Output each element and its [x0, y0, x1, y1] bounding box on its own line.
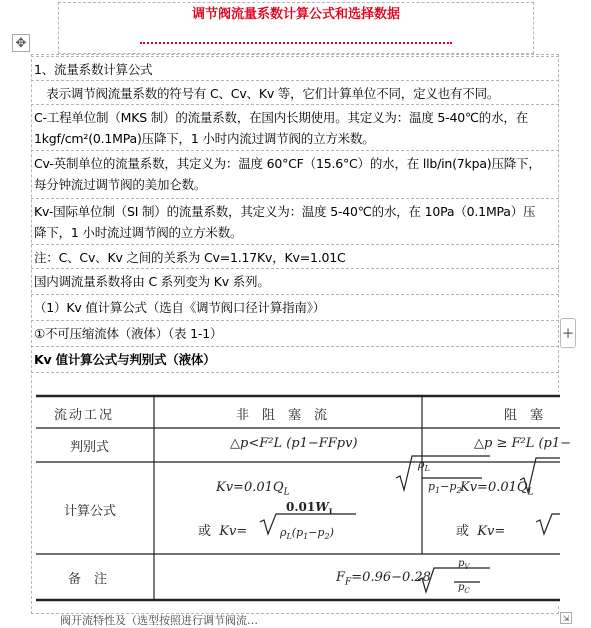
text-line: 1kgf/cm²(0.1MPa)压降下，1 小时内流过调节阀的立方米数。 [34, 131, 375, 146]
header-non-choked: 非 阻 塞 流 [236, 408, 328, 423]
header-flow-condition: 流动工况 [54, 408, 115, 423]
text-row[interactable]: 1、流量系数计算公式 [31, 56, 559, 80]
remarks-formula-num: $p_V$ [458, 558, 470, 571]
resize-handle-icon[interactable]: ⇲ [560, 612, 572, 624]
label-remarks: 备 注 [68, 572, 108, 587]
formula-non-choked-a: $Kv=0.01Q_L$ [216, 480, 290, 498]
label-formula: 计算公式 [64, 504, 117, 519]
remarks-formula-den: $p_C$ [458, 582, 470, 595]
formula-non-choked-b: 或 Kv= [198, 524, 248, 539]
text-row[interactable]: 表示调节阀流量系数的符号有 C、Cv、Kv 等，它们计算单位不同，定义也有不同。 [31, 80, 559, 104]
text-row[interactable] [31, 150, 559, 198]
text-line: 降下，1 小时流过调节阀的立方米数。 [34, 225, 243, 240]
label-criterion: 判别式 [70, 440, 110, 455]
formula-choked-a: $Kv=0.01Q_L$ [460, 480, 534, 498]
formula-non-choked-b-den: $\rho_L(p_1-p_2)$ [280, 526, 334, 542]
add-column-button[interactable]: + [560, 318, 576, 348]
text-row[interactable]: ①不可压缩流体（液体）（表 1-1） [31, 320, 559, 346]
criterion-choked: △p ≥ F²L (p1− [474, 436, 572, 451]
text-line: Kv-国际单位制（SI 制）的流量系数，其定义为：温度 5-40℃的水，在 10Pa（0.1MPa）压 [34, 204, 536, 219]
formula-non-choked-a-frac: $\rho_L$ [418, 458, 430, 474]
next-page-fragment: 阀开流特性及（选型按照进行调节阀流… [60, 614, 258, 627]
formula-non-choked-b-num: $0.01W_L$ [286, 500, 335, 517]
formula-table-image[interactable] [36, 392, 572, 604]
text-row[interactable]: （1）Kv 值计算公式（选自《调节阀口径计算指南》） [31, 294, 559, 320]
header-choked: 阻 塞 [504, 408, 544, 423]
section-heading[interactable]: Kv 值计算公式与判别式（液体） [31, 346, 559, 372]
criterion-non-choked: △p<F²L (p1−FFpv) [230, 436, 358, 451]
move-handle-icon[interactable]: ✥ [12, 34, 30, 52]
text-row[interactable] [31, 104, 559, 150]
title-underline [140, 42, 452, 44]
formula-non-choked-a-den: $p_1-p_2$ [428, 480, 462, 496]
formula-choked-b: 或 Kv= [456, 524, 506, 539]
table-lines [36, 392, 560, 604]
text-row[interactable]: 国内调流量系数将由 C 系列变为 Kv 系列。 [31, 268, 559, 294]
text-line: 每分钟流过调节阀的美加仑数。 [34, 177, 207, 192]
text-line: C-工程单位制（MKS 制）的流量系数，在国内长期使用。其定义为：温度 5-40℃的水，在 [34, 110, 529, 125]
text-row[interactable] [31, 198, 559, 244]
remarks-formula: $F_F=0.96-0.28$ [336, 570, 431, 588]
text-row[interactable]: 注：C、Cv、Kv 之间的关系为 Cv=1.17Kv，Kv=1.01C [31, 244, 559, 268]
document-title: 调节阀流量系数计算公式和选择数据 [191, 7, 400, 22]
text-line: Cv-英制单位的流量系数，其定义为：温度 60°CF（15.6°C）的水，在 llb/in(7kpa)压降下， [34, 156, 541, 171]
